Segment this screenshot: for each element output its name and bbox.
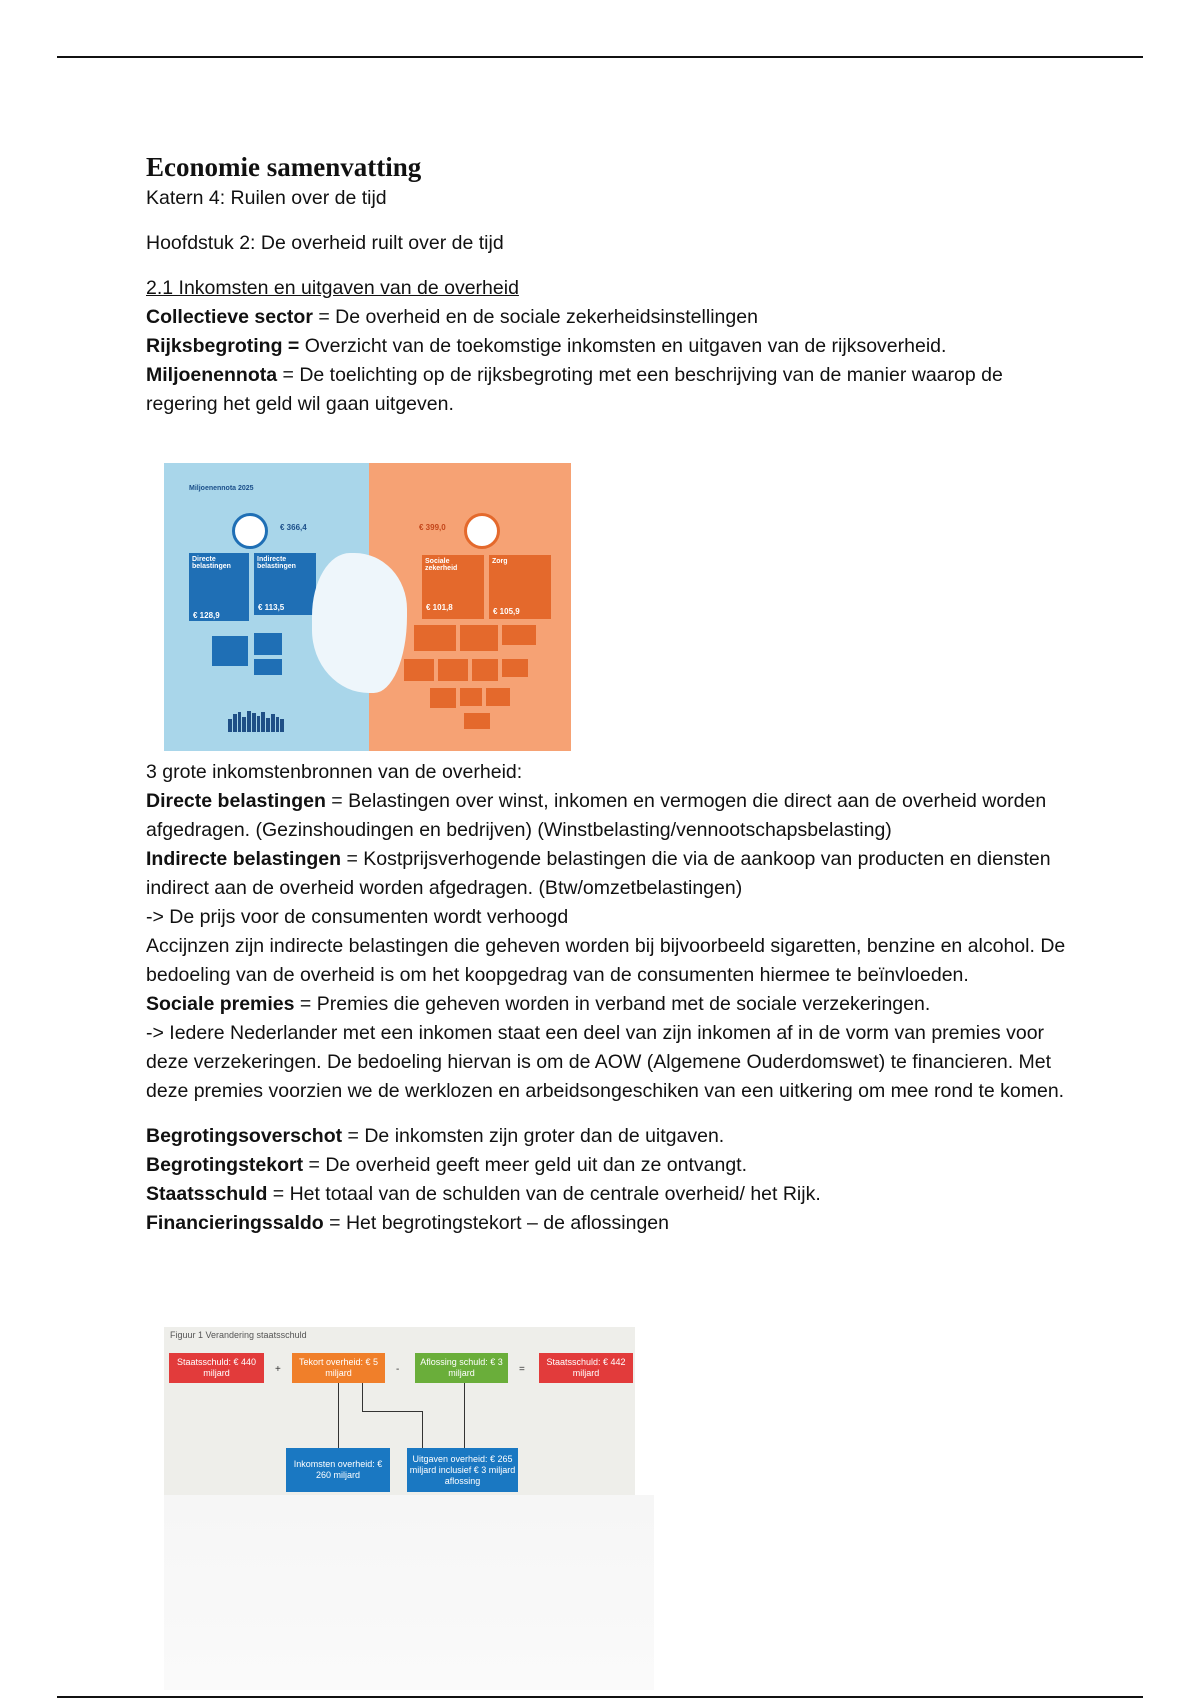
definition-miljoenennota: Miljoenennota = De toelichting op de rijksbegroting met een beschrijving van de manier waarop de regering het geld wil gaan uitgeven. bbox=[146, 364, 1003, 415]
section-heading: 2.1 Inkomsten en uitgaven van de overheid bbox=[146, 277, 519, 299]
income-bar-graphic bbox=[228, 710, 284, 732]
definition-indirecte-belastingen: Indirecte belastingen = Kostprijsverhogende belastingen die via de aankoop van producten en diensten indirect aan de overheid worden afgedragen. (Btw/omzetbelastingen) bbox=[146, 848, 1051, 899]
definition-directe-belastingen: Directe belastingen = Belastingen over winst, inkomen en vermogen die direct aan de overheid worden afgedragen. (Gezinshoudingen en bedrijven) (Winstbelasting/vennootschapsbelasting) bbox=[146, 790, 1047, 841]
small-tax-box-1 bbox=[212, 636, 248, 666]
directe-belastingen-box: Directe belastingen bbox=[189, 553, 249, 621]
spending-box-8 bbox=[430, 688, 456, 708]
spending-icon bbox=[464, 513, 500, 549]
sociale-zekerheid-box: Sociale zekerheid bbox=[422, 555, 484, 619]
indirect-note: -> De prijs voor de consumenten wordt verhoogd bbox=[146, 906, 569, 928]
spending-box-9 bbox=[460, 688, 482, 706]
premies-note: -> Iedere Nederlander met een inkomen staat een deel van zijn inkomen af in de vorm van premies voor deze verzekeringen. De bedoeling hiervan is om de AOW (Algemene Ouderdomswet) te financieren. Met deze premies voorzien we de werklozen en arbeidsongeschiken van een uitkering om mee rond te komen. bbox=[146, 1022, 1065, 1102]
spending-box-7 bbox=[502, 659, 528, 677]
connector-4 bbox=[422, 1411, 423, 1448]
miljoenennota-infographic bbox=[164, 463, 571, 751]
indirecte-value: € 113,5 bbox=[258, 603, 285, 612]
definition-sociale-premies: Sociale premies = Premies die geheven worden in verband met de sociale verzekeringen. bbox=[146, 993, 931, 1015]
spending-total: € 399,0 bbox=[419, 523, 446, 532]
spending-box-10 bbox=[486, 688, 510, 706]
minus-operator: - bbox=[396, 1364, 400, 1375]
staatsschuld-diagram bbox=[164, 1327, 635, 1495]
staatsschuld-start-box: Staatsschuld: € 440 miljard bbox=[169, 1353, 264, 1383]
connector-3 bbox=[362, 1411, 422, 1412]
infographic-title: Miljoenennota 2025 bbox=[189, 485, 254, 492]
connector-5 bbox=[464, 1383, 465, 1448]
equals-operator: = bbox=[519, 1364, 525, 1375]
connector-2 bbox=[362, 1383, 363, 1411]
small-tax-box-3 bbox=[254, 659, 282, 675]
plus-operator: + bbox=[275, 1364, 281, 1375]
definition-begrotingsoverschot: Begrotingsoverschot = De inkomsten zijn groter dan de uitgaven. bbox=[146, 1125, 725, 1147]
spending-box-6 bbox=[472, 659, 498, 681]
directe-value: € 128,9 bbox=[193, 611, 220, 620]
accijnzen-paragraph: Accijnzen zijn indirecte belastingen die geheven worden bij bijvoorbeeld sigaretten, benzine en alcohol. De bedoeling van de overheid is om het koopgedrag van de consumenten hiermee te beïnvloeden. bbox=[146, 935, 1066, 986]
hoofdstuk-line: Hoofdstuk 2: De overheid ruilt over de tijd bbox=[146, 232, 504, 254]
sociale-value: € 101,8 bbox=[426, 603, 453, 612]
blank-image-area bbox=[164, 1495, 654, 1690]
katern-line: Katern 4: Ruilen over de tijd bbox=[146, 187, 387, 209]
small-tax-box-2 bbox=[254, 633, 282, 655]
zorg-box: Zorg bbox=[489, 555, 551, 619]
spending-box-1 bbox=[414, 625, 456, 651]
zorg-value: € 105,9 bbox=[493, 607, 520, 616]
aflossing-box: Aflossing schuld: € 3 miljard bbox=[415, 1353, 508, 1383]
tekort-box: Tekort overheid: € 5 miljard bbox=[292, 1353, 385, 1383]
definition-begrotingstekort: Begrotingstekort = De overheid geeft meer geld uit dan ze ontvangt. bbox=[146, 1154, 748, 1176]
diagram-caption: Figuur 1 Verandering staatsschuld bbox=[170, 1330, 307, 1340]
footer-rule bbox=[57, 1696, 1143, 1698]
sources-intro: 3 grote inkomstenbronnen van de overheid: bbox=[146, 761, 523, 783]
definition-staatsschuld: Staatsschuld = Het totaal van de schulden van de centrale overheid/ het Rijk. bbox=[146, 1183, 821, 1205]
spending-box-11 bbox=[464, 713, 490, 729]
spending-box-4 bbox=[404, 659, 434, 681]
staatsschuld-end-box: Staatsschuld: € 442 miljard bbox=[539, 1353, 633, 1383]
indirecte-belastingen-box: Indirecte belastingen bbox=[254, 553, 316, 615]
spending-box-3 bbox=[502, 625, 536, 645]
spending-box-5 bbox=[438, 659, 468, 681]
netherlands-map bbox=[312, 553, 407, 693]
definition-financieringssaldo: Financieringssaldo = Het begrotingstekort – de aflossingen bbox=[146, 1212, 669, 1234]
definition-collectieve-sector: Collectieve sector = De overheid en de sociale zekerheidsinstellingen bbox=[146, 306, 758, 328]
inkomsten-box: Inkomsten overheid: € 260 miljard bbox=[286, 1448, 390, 1492]
header-rule bbox=[57, 56, 1143, 58]
definition-rijksbegroting: Rijksbegroting = Overzicht van de toekomstige inkomsten en uitgaven van de rijksoverheid. bbox=[146, 335, 947, 357]
document-title: Economie samenvatting bbox=[146, 152, 422, 182]
connector-1 bbox=[338, 1383, 339, 1448]
spending-box-2 bbox=[460, 625, 498, 651]
uitgaven-box: Uitgaven overheid: € 265 miljard inclusief € 3 miljard aflossing bbox=[407, 1448, 518, 1492]
income-icon bbox=[232, 513, 268, 549]
income-total: € 366,4 bbox=[280, 523, 307, 532]
